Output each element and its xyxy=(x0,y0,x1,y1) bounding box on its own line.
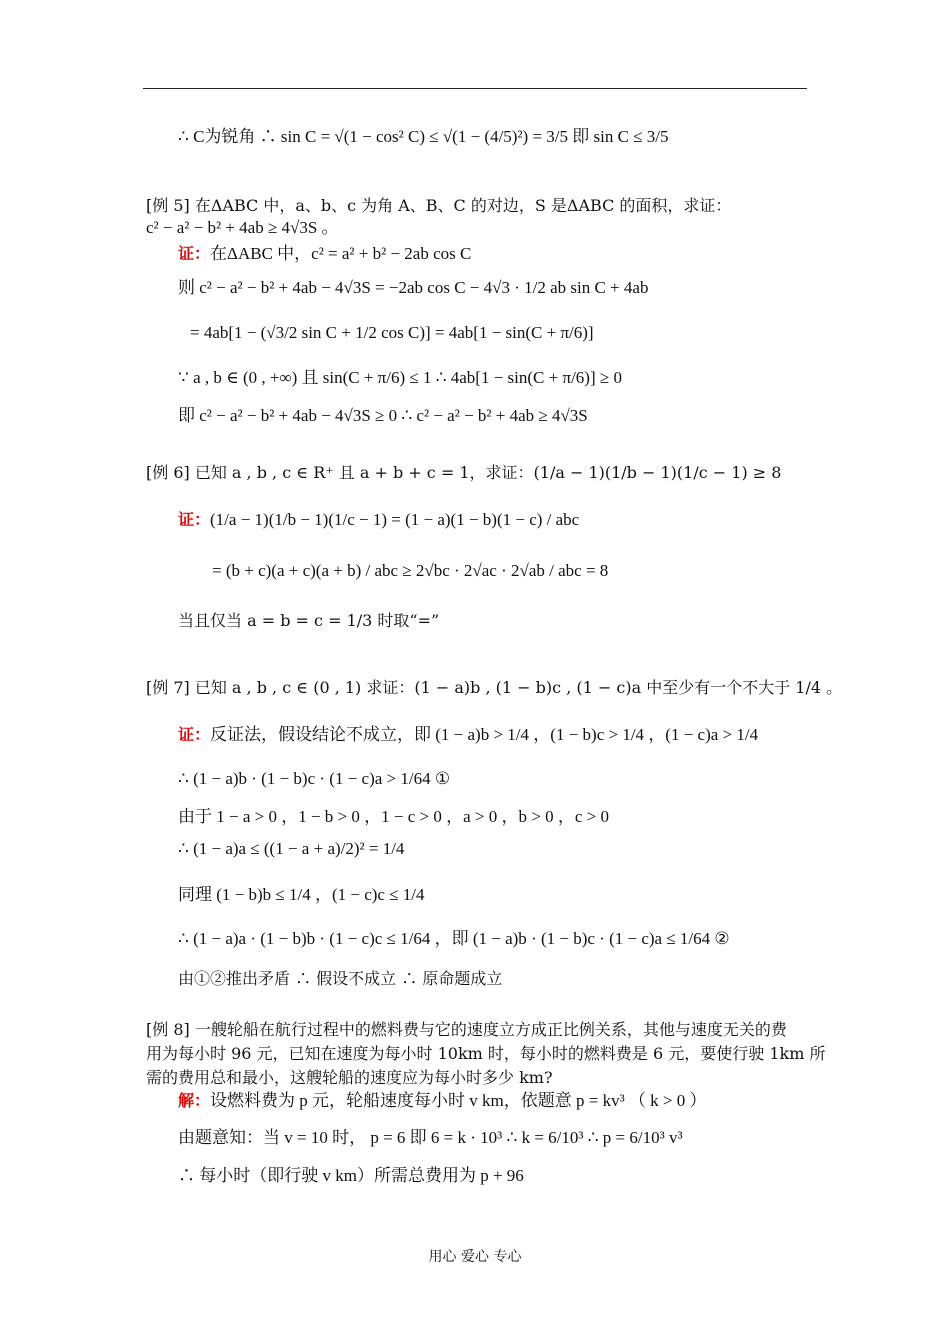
proof-line: 同理 (1 − b)b ≤ 1/4 ，(1 − c)c ≤ 1/4 xyxy=(178,885,425,904)
proof-label: 证： xyxy=(178,725,211,744)
example-5-claim: c² − a² − b² + 4ab ≥ 4√3S 。 xyxy=(146,218,339,237)
proof-line: 由于 1 − a > 0 ，1 − b > 0 ，1 − c > 0 ，a > 0 ，b > 0 ，c > 0 xyxy=(178,807,609,826)
proof-line: ∴ (1 − a)b · (1 − b)c · (1 − c)a > 1/64 ① xyxy=(178,769,451,788)
proof-line: = (b + c)(a + c)(a + b) / abc ≥ 2√bc · 2√ac · 2√ab / abc = 8 xyxy=(212,561,609,580)
solution-line: 解： 设燃料费为 p 元，轮船速度每小时 v km，依题意 p = kv³ （ k > 0 ） xyxy=(178,1091,707,1110)
example-6-heading: [例 6] 已知 a , b , c ∈ R⁺ 且 a + b + c = 1，求证：(1/a − 1)(1/b − 1)(1/c − 1) ≥ 8 xyxy=(146,463,782,482)
proof-line: ∴ (1 − a)a · (1 − b)b · (1 − c)c ≤ 1/64 ，即 (1 − a)b · (1 − b)c · (1 − c)a ≤ 1/64 ② xyxy=(178,929,730,948)
example-8-heading: [例 8] 一艘轮船在航行过程中的燃料费与它的速度立方成正比例关系，其他与速度无关的费 xyxy=(146,1020,787,1039)
example-7-heading: [例 7] 已知 a , b , c ∈ (0 , 1) 求证：(1 − a)b , (1 − b)c , (1 − c)a 中至少有一个不大于 1/4 。 xyxy=(146,678,843,697)
example-5-heading: [例 5] 在ΔABC 中，a、b、c 为角 A、B、C 的对边，S 是ΔABC 的面积，求证： xyxy=(146,196,732,215)
proof-line: ∴ (1 − a)a ≤ ((1 − a + a)/2)² = 1/4 xyxy=(178,839,405,858)
proof-line: ∵ a , b ∈ (0 , +∞) 且 sin(C + π/6) ≤ 1 ∴ 4ab[1 − sin(C + π/6)] ≥ 0 xyxy=(178,368,622,387)
proof-line: 证： (1/a − 1)(1/b − 1)(1/c − 1) = (1 − a)(1 − b)(1 − c) / abc xyxy=(178,510,580,529)
text-line: ∴ C为锐角 ∴ sin C = √(1 − cos² C) ≤ √(1 − (4/5)²) = 3/5 即 sin C ≤ 3/5 xyxy=(178,127,669,146)
proof-line: 由①②推出矛盾 ∴ 假设不成立 ∴ 原命题成立 xyxy=(178,969,503,988)
proof-line: 即 c² − a² − b² + 4ab − 4√3S ≥ 0 ∴ c² − a² − b² + 4ab ≥ 4√3S xyxy=(178,406,588,425)
solution-line: 由题意知：当 v = 10 时， p = 6 即 6 = k · 10³ ∴ k = 6/10³ ∴ p = 6/10³ v³ xyxy=(178,1128,683,1147)
solution-label: 解： xyxy=(178,1091,211,1110)
header-rule xyxy=(143,88,807,89)
solution-line: ∴ 每小时（即行驶 v km）所需总费用为 p + 96 xyxy=(178,1166,524,1185)
proof-line: 当且仅当 a = b = c = 1/3 时取“=” xyxy=(178,611,440,630)
proof-label: 证： xyxy=(178,510,211,529)
proof-label: 证： xyxy=(178,244,211,263)
proof-line: 则 c² − a² − b² + 4ab − 4√3S = −2ab cos C − 4√3 · 1/2 ab sin C + 4ab xyxy=(178,278,649,297)
example-8-heading: 用为每小时 96 元，已知在速度为每小时 10km 时，每小时的燃料费是 6 元，要使行驶 1km 所 xyxy=(146,1044,826,1063)
example-8-heading: 需的费用总和最小，这艘轮船的速度应为每小时多少 km? xyxy=(146,1068,553,1087)
proof-line: 证： 反证法，假设结论不成立，即 (1 − a)b > 1/4 ，(1 − b)c > 1/4 ，(1 − c)a > 1/4 xyxy=(178,725,759,744)
page-footer: 用心 爱心 专心 xyxy=(428,1249,522,1265)
proof-line: 证： 在ΔABC 中，c² = a² + b² − 2ab cos C xyxy=(178,244,472,263)
proof-line: = 4ab[1 − (√3/2 sin C + 1/2 cos C)] = 4ab[1 − sin(C + π/6)] xyxy=(190,323,594,342)
